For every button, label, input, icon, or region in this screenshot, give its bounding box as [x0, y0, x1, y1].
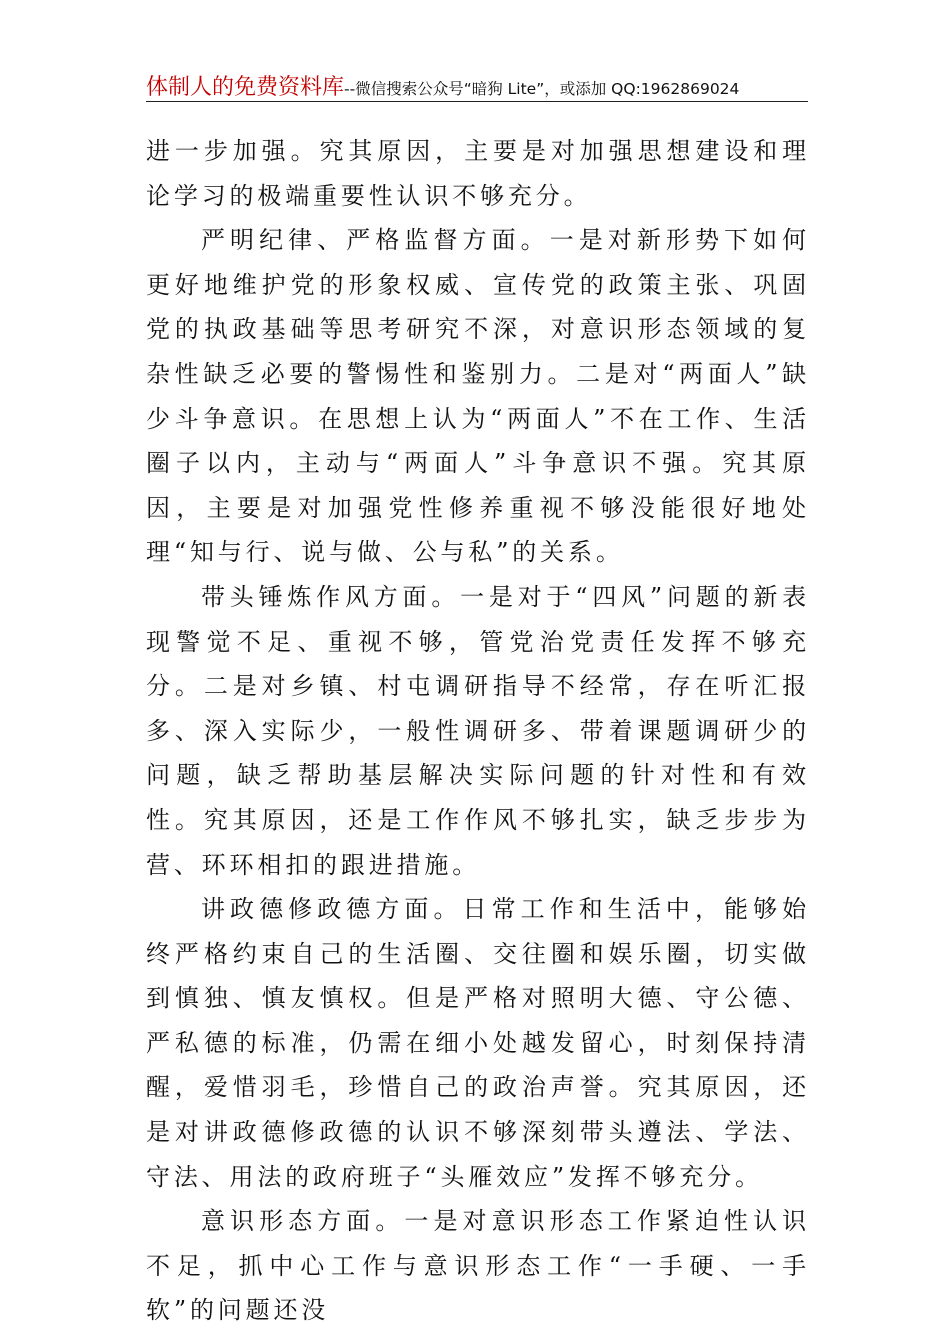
document-body: [146, 129, 810, 1333]
paragraph-political-ethics: 讲政德修政德方面。日常工作和生活中，能够始终严格约束自己的生活圈、交往圈和娱乐圈，切实做到慎独、慎友慎权。但是严格对照明大德、守公德、严私德的标准，仍需在细小处越发留心，时刻保持清醒，爱惜羽毛，珍惜自己的政治声誉。究其原因，还是对讲政德修政德的认识不够深刻带头遵法、学法、守法、用法的政府班子“头雁效应”发挥不够充分。: [146, 895, 810, 1191]
paragraph-continuation: 进一步加强。究其原因，主要是对加强思想建设和理论学习的极端重要性认识不够充分。: [146, 137, 810, 210]
paragraph-discipline-supervision: 严明纪律、严格监督方面。一是对新形势下如何更好地维护党的形象权威、宣传党的政策主张、巩固党的执政基础等思考研究不深，对意识形态领域的复杂性缺乏必要的警惕性和鉴别力。二是对“两面人”缺少斗争意识。在思想上认为“两面人”不在工作、生活圈子以内，主动与“两面人”斗争意识不强。究其原因，主要是对加强党性修养重视不够没能很好地处理“知与行、说与做、公与私”的关系。: [146, 226, 810, 567]
paragraph-work-style: 带头锤炼作风方面。一是对于“四风”问题的新表现警觉不足、重视不够，管党治党责任发挥不够充分。二是对乡镇、村屯调研指导不经常，存在听汇报多、深入实际少，一般性调研多、带着课题调研少的问题，缺乏帮助基层解决实际问题的针对性和有效性。究其原因，还是工作作风不够扎实，缺乏步步为营、环环相扣的跟进措施。: [146, 582, 810, 879]
page-header: [146, 70, 808, 102]
paragraph-ideology: 意识形态方面。一是对意识形态工作紧迫性认识不足，抓中心工作与意识形态工作“一手硬、一手软”的问题还没: [146, 1207, 810, 1325]
header-contact-note: --微信搜索公众号“暗狗 Lite”，或添加 QQ:1962869024: [344, 80, 740, 98]
header-brand-title: 体制人的免费资料库: [146, 75, 345, 100]
header-divider: [146, 101, 808, 102]
